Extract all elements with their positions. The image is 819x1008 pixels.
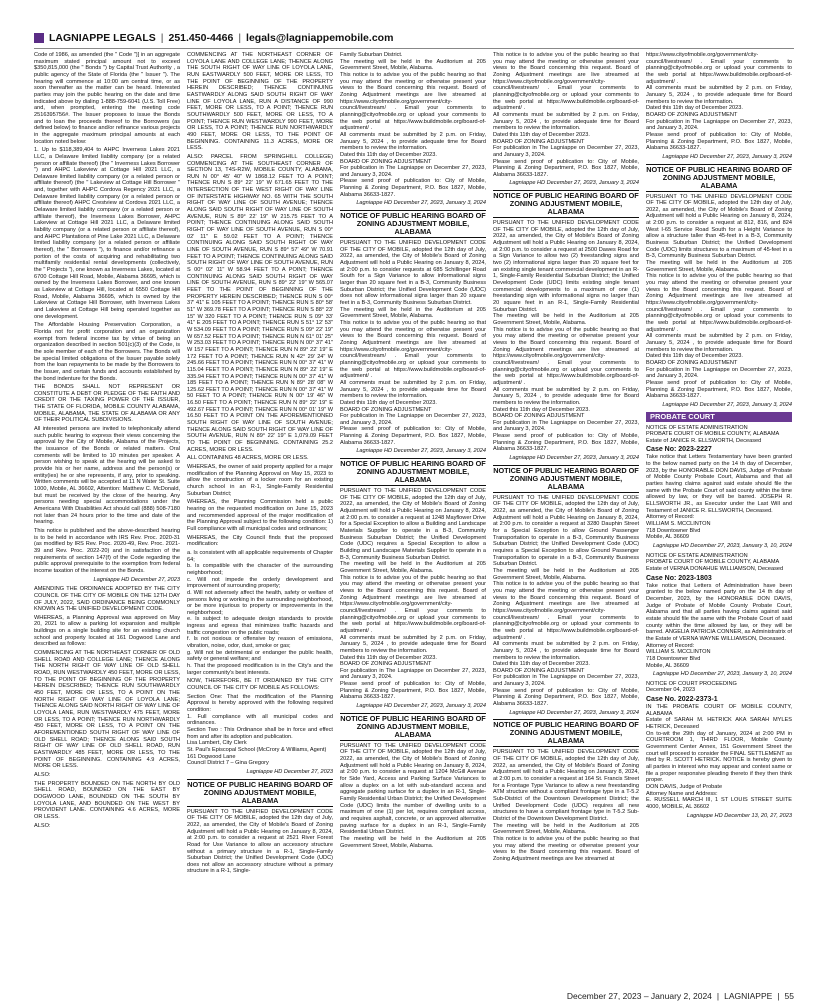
notice-paragraph: a. Is consistent with all applicable requirements of Chapter 64; b. Is compatible with the character of the surrounding neighborhood; c. Will not impede the orderly development and improvement of surrounding property; d. Will not adversely affect the health, safety or welfare of persons living or working in the surrounding neighborhood, or be more injurious to property or improvements in the neighborhood; e. Is subject to adequate design standards to provide ingress and egress that minimizes traffic hazards and traffic congestion on the public roads; f. Is not noxious or offensive by reason of emissions, vibration, noise, odor, dust, smoke or gas; g. Will not be detrimental or endanger the public health, safety or general welfare; and h. That the proposed modification is in the City's and the larger community's best interests.	[187, 549, 333, 676]
page-footer	[34, 990, 794, 1002]
notice-paragraph: PURSUANT TO THE UNIFIED DEVELOPMENT CODE OF THE CITY OF MOBILE, adopted the 12th day of July, 2022, as amended, the City of Mobile's Board of Zoning Adjustment will hold a Public Hearing on January 8, 2024, at 2:00 p.m. to consider a request at 1204 McGill Avenue for Side Yard, Access and Parking Surface Variances to allow a duplex on a lot with sub-standard access and aggregate parking surface for a duplex in an R-1, Single-Family Residential Urban District; the Unified Development Code (UDC) limits the number of dwelling units to a maximum of one (1) per lot, requires compliant access, and requires asphalt, concrete, or an approved alternative paving surface for a duplex in an R-1, Single-Family Residential Urban District. The meeting will be held in the Auditorium at 205 Government Street, Mobile, Alabama.	[340, 742, 486, 849]
notice-paragraph: 1. Up to $118,389,404 to AHPC Inverness Lakes 2021 LLC, a Delaware limited liability company (or a related person or affiliate thereof) (the " Inverness Lakes Borrower ") and AHPC Lakeview at Cottage Hill 2021 LLC, a Delaware limited liability company (or a related person or affiliate thereof) (the " Lakeview at Cottage Hill Borrower " and, together with AHPC Cordova Regency 2021 LLC, a Delaware limited liability company (or a related person or affiliate thereof) AHPC Crestview at Cordova 2021 LLC, a Delaware limited liability company (or a related person or affiliate thereof), the Inverness Lakes Borrower, AHPC Lakeview at Cottage Hill 2021 LLC, a Delaware limited liability company (or a related person or affiliate thereof), and AHPC Plantations of Pine Lake 2021 LLC, a Delaware limited liability company (or a related person or affiliate thereof), the " Borrowers "), to finance and/or refinance a portion of the costs of acquiring and rehabilitating two multifamily residential rental developments (collectively, the " Projects "), one known as Inverness Lakes, located at 6700 Cottage Hill Road, Mobile, Alabama 36695, which is owned by the Inverness Lakes Borrower, and one known as Lakeview at Cottage Hill, located at 6550 Cottage Hill Road, Mobile, Alabama 36695, which is owned by the Lakeview at Cottage Hill Borrower, with Inverness Lakes and Lakeview at Cottage Hill being operated together as one development.	[34, 147, 180, 320]
notice-paragraph: Section One: That the modification of the Planning Approval is hereby approved with the following required condition: 1. Full compliance with all municipal codes and ordinances. Section Two : This Ordinance shall be in force and effect from and after its adoption and publication. Lisa Lambert, City Clerk St. Paul's Episcopal School (McCrory & Williams, Agent) 161 Dogwood Lane Council District 7 – Gina Gregory	[187, 693, 333, 767]
notice-paragraph: https://www.cityofmobile.org/government/city-council/livestream/ . Email your comments to planning@cityofmobile.org or upload your comments to the web portal at https://www.buildmobile.org/board-of-adjustment/ . All comments must be submitted by 2 p.m. on Friday, January 5, 2024 , to provide adequate time for Board members to review the information. Dated this 11th day of December 2023. BOARD OF ZONING ADJUSTMENT For publication in The Lagniappe on December 27, 2023, and January 3, 2024. Please send proof of publication to: City of Mobile, Planning & Zoning Department, P.O. Box 1827, Mobile, Alabama 36633-1827.	[646, 52, 792, 152]
publication-line: Lagniappe HD December 27, 2023, January 3, 2024	[662, 401, 792, 408]
section-marker-icon	[34, 33, 44, 43]
notice-paragraph: Take notice that Letters Testamentary have been granted to the below named party on the 14 th day of December, 2023, by the HONORABLE DON DAVIS, Judge of Probate of Mobile County Probate Court, Alabama and that all parties having claims against said estate should file the same with the Probate Court of said county within the time allowed by law, or they will be barred. JOSEPH R. ELLSWORTH JR., as Executor under the Last Will and Testament of JANICE R. ELLSWORTH, Deceased. Attorney of Record: WILLIAM S. MCCLINTON 718 Downtowner Blvd Mobile, AL 36609	[646, 454, 792, 541]
column-1	[34, 52, 180, 984]
publication-line: Lagniappe HD December 13, 20, 27, 2023	[686, 812, 792, 819]
notice-paragraph: All interested persons are invited to telephonically attend such public hearing to express their views concerning the approval by the City of Mobile, Alabama of the Projects, the issuance of the Bonds or related matters. Oral comments will be limited to 10 minutes per speaker. A person wishing to speak at the hearing will be asked to provide his or her name, address and the person(s) or entity(ies) he or she represents, if any, prior to speaking. Written comments will be accepted at 11 N Water St. Suite 1000, Mobile, AL 36602, Attention: Matthew C. McDonald, but must be received by the close of the hearing. Any persons needing special accommodations under the Americans With Disabilities Act should call (888) 508-7180 not later than 24 hours prior to the time and date of the hearing.	[34, 426, 180, 526]
notice-paragraph: PURSUANT TO THE UNIFIED DEVELOPMENT CODE OF THE CITY OF MOBILE, adopted the 12th day of July, 2022, as amended, the City of Mobile's Board of Zoning Adjustment will hold a Public Hearing on January 8, 2024, at 2:00 p.m. to consider a request at 3280 Dauphin Street for a Special Exception to allow Ground Passenger Transportation to operate in a B-3, Community Business Suburban District; the Unified Development Code (UDC) requires a Special Exception to allow Ground Passenger Transportation to operate in a B-3, Community Business Suburban District. The meeting will be held in the Auditorium at 205 Government Street, Mobile, Alabama. This notice is to advise you of the public hearing so that you may attend the meeting or otherwise present your views to the Board concerning this request. Board of Zoning Adjustment meetings are live streamed at https://www.cityofmobile.org/government/city-council/livestream/ . Email your comments to planning@cityofmobile.org or upload your comments to the web portal at https://www.buildmobile.org/board-of-adjustment/ . All comments must be submitted by 2 p.m. on Friday, January 5, 2024 , to provide adequate time for Board members to review the information. Dated this 11th day of December 2023. BOARD OF ZONING ADJUSTMENT For publication in The Lagniappe on December 27, 2023, and January 3, 2024. Please send proof of publication to: City of Mobile, Planning & Zoning Department, P.O. Box 1827, Mobile, Alabama 36633-1827.	[493, 494, 639, 708]
publication-line: Lagniappe HD December 27, 2023, January 3, 2024	[509, 709, 639, 716]
issue-dates: December 27, 2023 – January 2, 2024	[566, 991, 712, 1001]
notice-paragraph: NOW, THEREFORE, BE IT ORDAINED BY THE CITY COUNCIL OF THE CITY OF MOBILE AS FOLLOWS:	[187, 678, 333, 692]
notice-paragraph: ALL CONTAINING 48 ACRES, MORE OR LESS.	[187, 455, 309, 462]
publication-line: Lagniappe HD December 27, 2023	[246, 768, 333, 775]
notice-heading: NOTICE OF PUBLIC HEARING BOARD OF ZONING ADJUSTMENT MOBILE, ALABAMA	[187, 779, 333, 805]
notice-paragraph: NOTICE OF COURT PROCEEDING December 04, 2023	[646, 680, 737, 694]
notice-paragraph: PURSUANT TO THE UNIFIED DEVELOPMENT CODE OF THE CITY OF MOBILE, adopted the 12th day of July, 2022, as amended, the City of Mobile's Board of Zoning Adjustment will hold a Public Hearing on January 8, 2024, at 2:00 p.m. to consider a request at 2500 Dawes Road for a Sign Variance to allow two (2) freestanding signs and two (2) informational signs larger than 20 square feet for an existing single tenant commercial development in an R-1, Single-Family Residential Suburban District; the Unified Development Code (UDC) limits existing single tenant commercial developments to a maximum of one (1) freestanding sign with informational signs no larger than 20 square feet in an R-1, Single-Family Residential Suburban District. The meeting will be held in the Auditorium at 205 Government Street, Mobile, Alabama. This notice is to advise you of the public hearing so that you may attend the meeting or otherwise present your views to the Board concerning this request. Board of Zoning Adjustment meetings are live streamed at https://www.cityofmobile.org/government/city-council/livestream/ . Email your comments to planning@cityofmobile.org or upload your comments to the web portal at https://www.buildmobile.org/board-of-adjustment/ . All comments must be submitted by 2 p.m. on Friday, January 5, 2024 , to provide adequate time for Board members to review the information. Dated this 11th day of December 2023. BOARD OF ZONING ADJUSTMENT For publication in The Lagniappe on December 27, 2023, and January 3, 2024. Please send proof of publication to: City of Mobile, Planning & Zoning Department, P.O. Box 1827, Mobile, Alabama 36633-1827.	[493, 220, 639, 453]
phone-number: 251.450-4466	[168, 32, 234, 44]
notice-paragraph: PURSUANT TO THE UNIFIED DEVELOPMENT CODE OF THE CITY OF MOBILE, adopted the 12th day of July, 2022, as amended, the City of Mobile's Board of Zoning Adjustment will hold a Public Hearing on January 8, 2024, at 2:00 p.m. to consider a request at 2521 River Forest Road for Use Variance to allow an accessory structure without a primary structure in a R-1, Single-Family Suburban District; the Unified Development Code (UDC) does not allow an accessory structure without a primary structure in a R-1, Single-	[187, 808, 333, 875]
publication-line: Lagniappe HD December 27, 2023, January 3, 2024	[509, 455, 639, 462]
notice-paragraph: The Affordable Housing Preservation Corporation, a Florida not for profit corporation and an organization exempt from federal income tax by virtue of being an organization described in section 501(c)(3) of the Code, is the sole member of each of the Borrowers. The Bonds will be special limited obligations of the Issuer payable solely from the loan repayments to be made by the Borrowers to the Issuer, and certain funds and accounts established by the bond indenture for the Bonds.	[34, 322, 180, 382]
column-5	[646, 52, 792, 984]
email-address[interactable]: legals@lagniappemobile.com	[246, 32, 394, 44]
publication-line: Lagniappe HD December 27, 2023, January 3, 2024	[356, 703, 486, 710]
notice-paragraph: ALSO:	[34, 771, 51, 778]
notice-paragraph: THE PROPERTY BOUNDED ON THE NORTH BY OLD SHELL ROAD, BOUNDED ON THE EAST BY DOGWOOD LANE, BOUNDED ON THE SOUTH BY LOYOLA LANE, AND BOUNDED ON THE WEST BY PROVIDENT LANE. CONTAINING 4.6 ACRES, MORE OR LESS.	[34, 780, 180, 820]
separator: |	[716, 991, 720, 1001]
notice-paragraph: Take notice that Letters of Administration have been granted to the below named party on the 14 th day of December, 2023, by the HONORABLE DON DAVIS, Judge of Probate of Mobile County Probate Court, Alabama and that all parties having claims against said estate should file the same with the Probate Court of said county within the time allowed by law, or they will be barred. ANGELIA PATRICIA CONNER, as Administratrix of the Estate of VERNA WAYNE WILLIAMSON, Deceased. Attorney of Record: WILLIAM S. MCCLINTON 718 Downtowner Blvd Mobile, AL 36609	[646, 582, 792, 669]
notice-paragraph: This notice is published and the above-described hearing is to be held in accordance with IRS Rev. Proc. 2020-31 (as modified by IRS Rev. Proc. 2020-49, Rev. Proc. 2021-39 and Rev. Proc. 2022-20) and in satisfaction of the requirements of section 147(f) of the Code regarding the public approval prerequisite to the exemption from federal income taxation of the interest on the Bonds.	[34, 527, 180, 574]
publication-line: Lagniappe HD December 27, 2023, January 3, 2024	[356, 200, 486, 207]
column-3	[340, 52, 486, 984]
notice-paragraph: COMMENCING AT THE NORTHEAST CORNER OF LOYOLA LANE AND COLLEGE LANE; THENCE ALONG THE SOUTH RIGHT OF WAY LINE OF LOYOLA LANE, RUN EASTWARDLY 500 FEET, MORE OR LESS, TO THE POINT OF BEGINNING OF THE PROPERTY HEREIN DESCRIBED; THENCE CONTINUING EASTWARDLY ALONG SAID SOUTH RIGHT OF WAY LINE OF LOYOLA LANE, RUN A DISTANCE OF 990 FEET, MORE OR LESS, TO A POINT; THENCE RUN SOUTHWARDLY 500 FEET, MORE OR LESS, TO A POINT; THENCE RUN WESTWARDLY 990 FEET, MORE OR LESS, TO A POINT; THENCE RUN NORTHWARDLY 490 FEET, MORE OR LESS, TO THE POINT OF BEGINNING. CONTAINING 11.3 ACRES, MORE OR LESS.	[187, 52, 333, 152]
notice-paragraph: THE BONDS SHALL NOT REPRESENT OR CONSTITUTE A DEBT OR PLEDGE OF THE FAITH AND CREDIT OR THE TAXING POWER OF THE ISSUER, THE STATE OF FLORIDA, MOBILE COUNTY ALABAMA, MOBILE, ALABAMA, THE STATE OF ALABAMA OR ANY OF THEIR POLITICAL SUBDIVISIONS.	[34, 384, 180, 424]
notice-paragraph: AMENDING THE ORDINANCE ADOPTED BY THE CITY COUNCIL OF THE CITY OF MOBILE ON THE 12TH DAY OF JULY, 2022, SAID ORDINANCE BEING COMMONLY KNOWN AS THE UNIFIED DEVELOPMENT CODE.	[34, 586, 180, 613]
notice-heading: NOTICE OF PUBLIC HEARING BOARD OF ZONING ADJUSTMENT MOBILE, ALABAMA	[493, 720, 639, 746]
notice-paragraph: PURSUANT TO THE UNIFIED DEVELOPMENT CODE OF THE CITY OF MOBILE, adopted the 12th day of July, 2022, as amended, the City of Mobile's Board of Zoning Adjustment will hold a Public Hearing on January 8, 2024, at 2:00 p.m. to consider a request at 164 St. Francis Street for a Frontage Type Variance to allow a new freestanding ATM structure without a compliant frontage type in a T-5.2 Sub-District of the Downtown Development District; the Unified Development Code (UDC) requires all new structures to have a compliant frontage type in T-5.2 Sub-District of the Downtown Development District. The meeting will be held in the Auditorium at 205 Government Street, Mobile, Alabama. This notice is to advise you of the public hearing so that you may attend the meeting or otherwise present your views to the Board concerning this request. Board of Zoning Adjustment meetings are live streamed at	[493, 749, 639, 862]
publication-name: LAGNIAPPE	[724, 991, 773, 1001]
notice-heading: NOTICE OF PUBLIC HEARING BOARD OF ZONING ADJUSTMENT MOBILE, ALABAMA	[340, 713, 486, 739]
publication-line: Lagniappe HD December 27, 2023, January 3, 2024	[662, 153, 792, 160]
notice-paragraph: IN THE PROBATE COURT OF MOBILE COUNTY, ALABAMA Estate of SARAH M. HETRICK AKA SARAH MYLES HETRICK, Deceased On to-wit the 29th day of January, 2024 at 2:00 PM in COURTROOM 1, THIRD FLOOR, Mobile County Government Center Annex, 151 Government Street the court will proceed to consider the FINAL SETTLEMENT as filed by R. SCOTT HETRICK. NOTICE is hereby given to all parties in interest who may appear and contest same or file a proper responsive pleading thereto if they then think proper. DON DAVIS, Judge of Probate Attorney Name and Address: E. RUSSELL MARCH III, 1 ST LOUIS STREET SUITE 4000, MOBILE, AL 36602	[646, 704, 792, 810]
notice-paragraph: PURSUANT TO THE UNIFIED DEVELOPMENT CODE OF THE CITY OF MOBILE, adopted the 12th day of July, 2022, as amended, the City of Mobile's Board of Zoning Adjustment will hold a Public Hearing on January 8, 2024, at 2:00 p.m. to consider a request at 812, 816, and 824 West I-65 Service Road South for a Height Variance to allow a structure taller than 45-feet in a B-3, Community Business Suburban District; the Unified Development Code (UDC) limits structures to a maximum of 45-feet in a B-3, Community Business Suburban District. The meeting will be held in the Auditorium at 205 Government Street, Mobile, Alabama. This notice is to advise you of the public hearing so that you may attend the meeting or otherwise present your views to the Board concerning this request. Board of Zoning Adjustment meetings are live streamed at https://www.cityofmobile.org/government/city-council/livestream/ . Email your comments to planning@cityofmobile.org or upload your comments to the web portal at https://www.buildmobile.org/board-of-adjustment/ . All comments must be submitted by 2 p.m. on Friday, January 5, 2024 , to provide adequate time for Board members to review the information. Dated this 11th day of December 2023. BOARD OF ZONING ADJUSTMENT For publication in The Lagniappe on December 27, 2023, and January 3, 2024. Please send proof of publication to: City of Mobile, Planning & Zoning Department, P.O. Box 1827, Mobile, Alabama 36633-1827.	[646, 193, 792, 400]
notice-paragraph: NOTICE OF ESTATE ADMINISTRATION PROBATE COURT OF MOBILE COUNTY, ALABAMA Estate of VERNA DONAHUE WILLIAMSON, Deceased	[646, 552, 784, 572]
section-banner-probate-court: PROBATE COURT	[646, 412, 792, 422]
case-number: Case No: 2023-1803	[646, 574, 712, 582]
separator: |	[777, 991, 780, 1001]
publication-line: Lagniappe HD December 27, 2023, January 3, 2024	[356, 448, 486, 455]
publication-line: Lagniappe HD December 27, 2023, January 3, 10, 2024	[652, 543, 792, 549]
masthead-rule	[34, 48, 794, 49]
notice-paragraph: COMMENCING AT THE NORTHEAST CORNER OF OLD SHELL ROAD AND COLLEGE LANE; THENCE ALONG THE NORTH RIGHT OF WAY LINE OF OLD SHELL ROAD, RUN WESTWARDLY 450 FEET, MORE OR LESS, TO THE POINT OF BEGINNING OF THE PROPERTY HEREIN DESCRIBED; THENCE RUN SOUTHWARDLY 450 FEET, MORE OR LESS, TO A POINT ON THE NORTH RIGHT OF WAY LINE OF LOYOLA LANE; THENCE ALONG SAID NORTH RIGHT OF WAY LINE OF LOYOLA LANE, RUN WESTWARDLY 475 FEET, MORE OR LESS, TO A POINT; THENCE RUN NORTHWARDLY 450 FEET, MORE OR LESS, TO A POINT ON THE AFOREMENTIONED SOUTH RIGHT OF WAY LINE OF OLD SHELL ROAD; THENCE ALONG SAID SOUTH RIGHT OF WAY LINE OF OLD SHELL ROAD, RUN EASTWARDLY 485 FEET, MORE OR LESS, TO THE POINT OF BEGINNING. CONTAINING 4.9 ACRES, MORE OR LESS.	[34, 650, 180, 770]
notice-paragraph: WHEREAS, the Planning Commission held a public hearing on the requested modification on June 15, 2023 and recommended approval of the major modification of the Planning Approval subject to the following condition: 1) Full compliance with all municipal codes and ordinances;	[187, 499, 333, 532]
notice-paragraph: Family Suburban District. The meeting will be held in the Auditorium at 205 Government Street, Mobile, Alabama. This notice is to advise you of the public hearing so that you may attend the meeting or otherwise present your views to the Board concerning this request. Board of Zoning Adjustment meetings are live streamed at https://www.cityofmobile.org/government/city-council/livestream/ . Email your comments to planning@cityofmobile.org or upload your comments to the web portal at https://www.buildmobile.org/board-of-adjustment/ . All comments must be submitted by 2 p.m. on Friday, January 5, 2024 , to provide adequate time for Board members to review the information. Dated this 11th day of December 2023. BOARD OF ZONING ADJUSTMENT For publication in The Lagniappe on December 27, 2023, and January 3, 2024. Please send proof of publication to: City of Mobile, Planning & Zoning Department, P.O. Box 1827, Mobile, Alabama 36633-1827.	[340, 52, 486, 198]
notice-paragraph: ALSO: PARCEL FROM SPRINGHILL COLLEGE) COMMENCING AT THE SOUTHEAST CORNER OF SECTION 13, T4S-R2W, MOBILE COUNTY, ALABAMA, RUN N 00° 45' 40" W 1868.12 FEET TO A POINT; THENCE RUN S 89° 22' 19" W 671.65 FEET TO THE INTERSECTION OF THE WEST RIGHT OF WAY LINE OF INTERSTATE HIGHWAY NO. 65 WITH THE SOUTH RIGHT OF WAY LINE OF SOUTH AVENUE; THENCE ALONG SAID SOUTH RIGHT OF WAY LINE OF SOUTH AVENUE, RUN S 89° 22' 19" W 215.75 FEET TO A POINT; THENCE CONTINUING ALONG SAID SOUTH RIGHT OF WAY LINE OF SOUTH AVENUE, RUN S 00° 02' 11" E 59.02 FEET TO A POINT; THENCE CONTINUING ALONG SAID SOUTH RIGHT OF WAY LINE OF SOUTH AVENUE, RUN S 89° 57' 49" W 70.91 FEET TO A POINT; THENCE CONTINUING ALONG SAID SOUTH RIGHT OF WAY LINE OF SOUTH AVENUE, RUN S 00° 02' 11" W 58.94 FEET TO A POINT; THENCE CONTINUING ALONG SAID SOUTH RIGHT OF WAY LINE OF SOUTH AVENUE, RUN S 89° 22' 19" W 565.07 FEET TO THE POINT OF BEGINNING OF THE PROPERTY HEREIN DESCRIBED; THENCE RUN S 00° 37' 41" E 105 FEET TO A POINT; THENCE RUN S 80° 58' 51" W 369.78 FEET TO A POINT; THENCE RUN S 88° 23' 15" W 320 FEET TO A POINT; THENCE RUN S 09° 33' 41" E 205 FEET TO A POINT; THENCE RUN S 51° 12' 53" W 534.09 FEET TO A POINT; THENCE RUN S 09° 22' 19" W 657.52 FEET TO A POINT; THENCE RUN N 61° 01' 25" W 253.03 FEET TO A POINT; THENCE RUN N 00° 37' 41" W 157 FEET TO A POINT; THENCE RUN N 89° 22' 19" E 172 FEET TO A POINT; THENCE RUN N 42° 29' 24" W 245.66 FEET TO A POINT; THENCE RUN N 00° 37' 41" W 115.04 FEET TO A POINT; THENCE RUN N 89° 22' 19" E 335.94 FEET TO A POINT; THENCE RUN N 00° 37' 41" W 185 FEET TO A POINT; THENCE RUN N 89° 28' 08" W 125.62 FEET TO A POINT; THENCE RUN N 00° 37' 41" W 50 FEET TO A POINT; THENCE RUN N 00° 19' 46" W 16.50 FEET TO A POINT; THENCE RUN N 89° 22' 19" E 492.67 FEET TO A POINT; THENCE RUN N 00° 01' 19" W 16.50 FEET TO A POINT ON THE AFOREMENTIONED SOUTH RIGHT OF WAY LINE OF SOUTH AVENUE; THENCE ALONG SAID SOUTH RIGHT OF WAY LINE OF SOUTH AVENUE, RUN N 89° 22' 19" E 1,079.09 FEET TO THE POINT OF BEGINNING. CONTAINING 25.2 ACRES, MORE OR LESS.	[187, 153, 333, 453]
page-number: 55	[784, 991, 794, 1001]
notice-paragraph: PURSUANT TO THE UNIFIED DEVELOPMENT CODE OF THE CITY OF MOBILE, adopted the 12th day of July, 2022, as amended, the City of Mobile's Board of Zoning Adjustment will hold a Public Hearing on January 8, 2024, at 2:00 p.m. to consider a request at 1248 Mayflower Drive for a Special Exception to allow a Building and Landscape Materials Supplier to operate in a B-3, Community Business Suburban District; the Unified Development Code (UDC) requires a Special Exception to allow a Building and Landscape Materials Supplier to operate in a B-3, Community Business Suburban District. The meeting will be held in the Auditorium at 205 Government Street, Mobile, Alabama. This notice is to advise you of the public hearing so that you may attend the meeting or otherwise present your views to the Board concerning this request. Board of Zoning Adjustment meetings are live streamed at https://www.cityofmobile.org/government/city-council/livestream/ . Email your comments to planning@cityofmobile.org or upload your comments to the web portal at https://www.buildmobile.org/board-of-adjustment/ . All comments must be submitted by 2 p.m. on Friday, January 5, 2024 , to provide adequate time for Board members to review the information. Dated this 11th day of December 2023. BOARD OF ZONING ADJUSTMENT For publication in The Lagniappe on December 27, 2023, and January 3, 2024. Please send proof of publication to: City of Mobile, Planning & Zoning Department, P.O. Box 1827, Mobile, Alabama 36633-1827.	[340, 488, 486, 701]
case-number: Case No. 2022-2373-1	[646, 696, 718, 704]
separator: |	[238, 32, 242, 44]
case-number: Case No: 2023-2227	[646, 446, 712, 454]
notice-heading: NOTICE OF PUBLIC HEARING BOARD OF ZONING ADJUSTMENT MOBILE, ALABAMA	[646, 164, 792, 190]
notice-paragraph: WHEREAS, a Planning Approval was approved on May 20, 2021 to allow a parking lot expansion and multiple buildings on a single building site for an existing church school and property located at 161 Dogwood Lane and described as follows:	[34, 614, 180, 648]
section-title: LAGNIAPPE LEGALS	[49, 32, 156, 44]
publication-line: Lagniappe HD December 27, 2023	[93, 576, 180, 583]
notice-heading: NOTICE OF PUBLIC HEARING BOARD OF ZONING ADJUSTMENT MOBILE, ALABAMA	[340, 211, 486, 237]
publication-line: Lagniappe HD December 27, 2023, January 3, 10, 2024	[652, 671, 792, 678]
notice-heading: NOTICE OF PUBLIC HEARING BOARD OF ZONING ADJUSTMENT MOBILE, ALABAMA	[340, 459, 486, 485]
column-2	[187, 52, 333, 984]
publication-line: Lagniappe HD December 27, 2023, January 3, 2024	[509, 180, 639, 187]
notice-heading: NOTICE OF PUBLIC HEARING BOARD OF ZONING ADJUSTMENT MOBILE, ALABAMA	[493, 465, 639, 491]
notice-paragraph: NOTICE OF ESTATE ADMINISTRATION PROBATE COURT OF MOBILE COUNTY, ALABAMA Estate of JANICE R. ELLSWORTH, Deceased	[646, 424, 780, 444]
notice-paragraph: ALSO:	[34, 822, 51, 829]
notice-paragraph: PURSUANT TO THE UNIFIED DEVELOPMENT CODE OF THE CITY OF MOBILE, adopted the 12th day of July, 2022, as amended, the City of Mobile's Board of Zoning Adjustment will hold a Public Hearing on January 8, 2024, at 2:00 p.m. to consider requests at 685 Schillinger Road South for a Sign Variance to allow informational signs larger than 20 square feet in a B-3, Community Business Suburban District; the Unified Development Code (UDC) does not allow informational signs larger than 20 square feet in a B-3, Community Business Suburban District. The meeting will be held in the Auditorium at 205 Government Street, Mobile, Alabama. This notice is to advise you of the public hearing so that you may attend the meeting or otherwise present your views to the Board concerning this request. Board of Zoning Adjustment meetings are live streamed at https://www.cityofmobile.org/government/city-council/livestream/ . Email your comments to planning@cityofmobile.org or upload your comments to the web portal at https://www.buildmobile.org/board-of-adjustment/ . All comments must be submitted by 2 p.m. on Friday, January 5, 2024 , to provide adequate time for Board members to review the information. Dated this 11th day of December 2023. BOARD OF ZONING ADJUSTMENT For publication in The Lagniappe on December 27, 2023, and January 3, 2024. Please send proof of publication to: City of Mobile, Planning & Zoning Department, P.O. Box 1827, Mobile, Alabama 36633-1827.	[340, 240, 486, 446]
column-4	[493, 52, 639, 984]
notice-paragraph: WHEREAS, the City Council finds that the proposed modification:	[187, 534, 333, 548]
notice-paragraph: WHEREAS, the owner of said property applied for a major modification of the Planning Approval on May 15, 2023 to allow the construction of a locker room for an existing church school in an R-1, Single-Family Residential Suburban District;	[187, 464, 333, 497]
notice-heading: NOTICE OF PUBLIC HEARING BOARD OF ZONING ADJUSTMENT MOBILE, ALABAMA	[493, 191, 639, 217]
notice-paragraph: This notice is to advise you of the public hearing so that you may attend the meeting or otherwise present your views to the Board concerning this request. Board of Zoning Adjustment meetings are live streamed at https://www.cityofmobile.org/government/city-council/livestream/ . Email your comments to planning@cityofmobile.org or upload your comments to the web portal at https://www.buildmobile.org/board-of-adjustment/ . All comments must be submitted by 2 p.m. on Friday, January 5, 2024 , to provide adequate time for Board members to review the information. Dated this 11th day of December 2023. BOARD OF ZONING ADJUSTMENT For publication in The Lagniappe on December 27, 2023, and January 3, 2024. Please send proof of publication to: City of Mobile, Planning & Zoning Department, P.O. Box 1827, Mobile, Alabama 36633-1827.	[493, 52, 639, 178]
separator: |	[160, 32, 164, 44]
legal-notices-columns	[34, 52, 794, 984]
masthead	[34, 30, 794, 46]
notice-paragraph: Code of 1986, as amended (the " Code ")] in an aggregate maximum stated principal amount not to exceed $350,815,000 (the " Bonds ") by Capital Trust Authority , a public agency of the State of Florida (the " Issuer "). The hearing will commence at 10:00 am central time, or as soon thereafter as the matter can be heard. Interested parties may join the public hearing on the date and time indicated above by dialing 1-888-759-6041 (U.S. Toll Free) and, when prompted, entering the meeting code 2516395756#. The Issuer proposes to issue the Bonds and to loan the proceeds thereof to the Borrowers (as defined below) to finance and/or refinance various projects in the aggregate maximum principal amounts at each location noted below:	[34, 52, 180, 145]
